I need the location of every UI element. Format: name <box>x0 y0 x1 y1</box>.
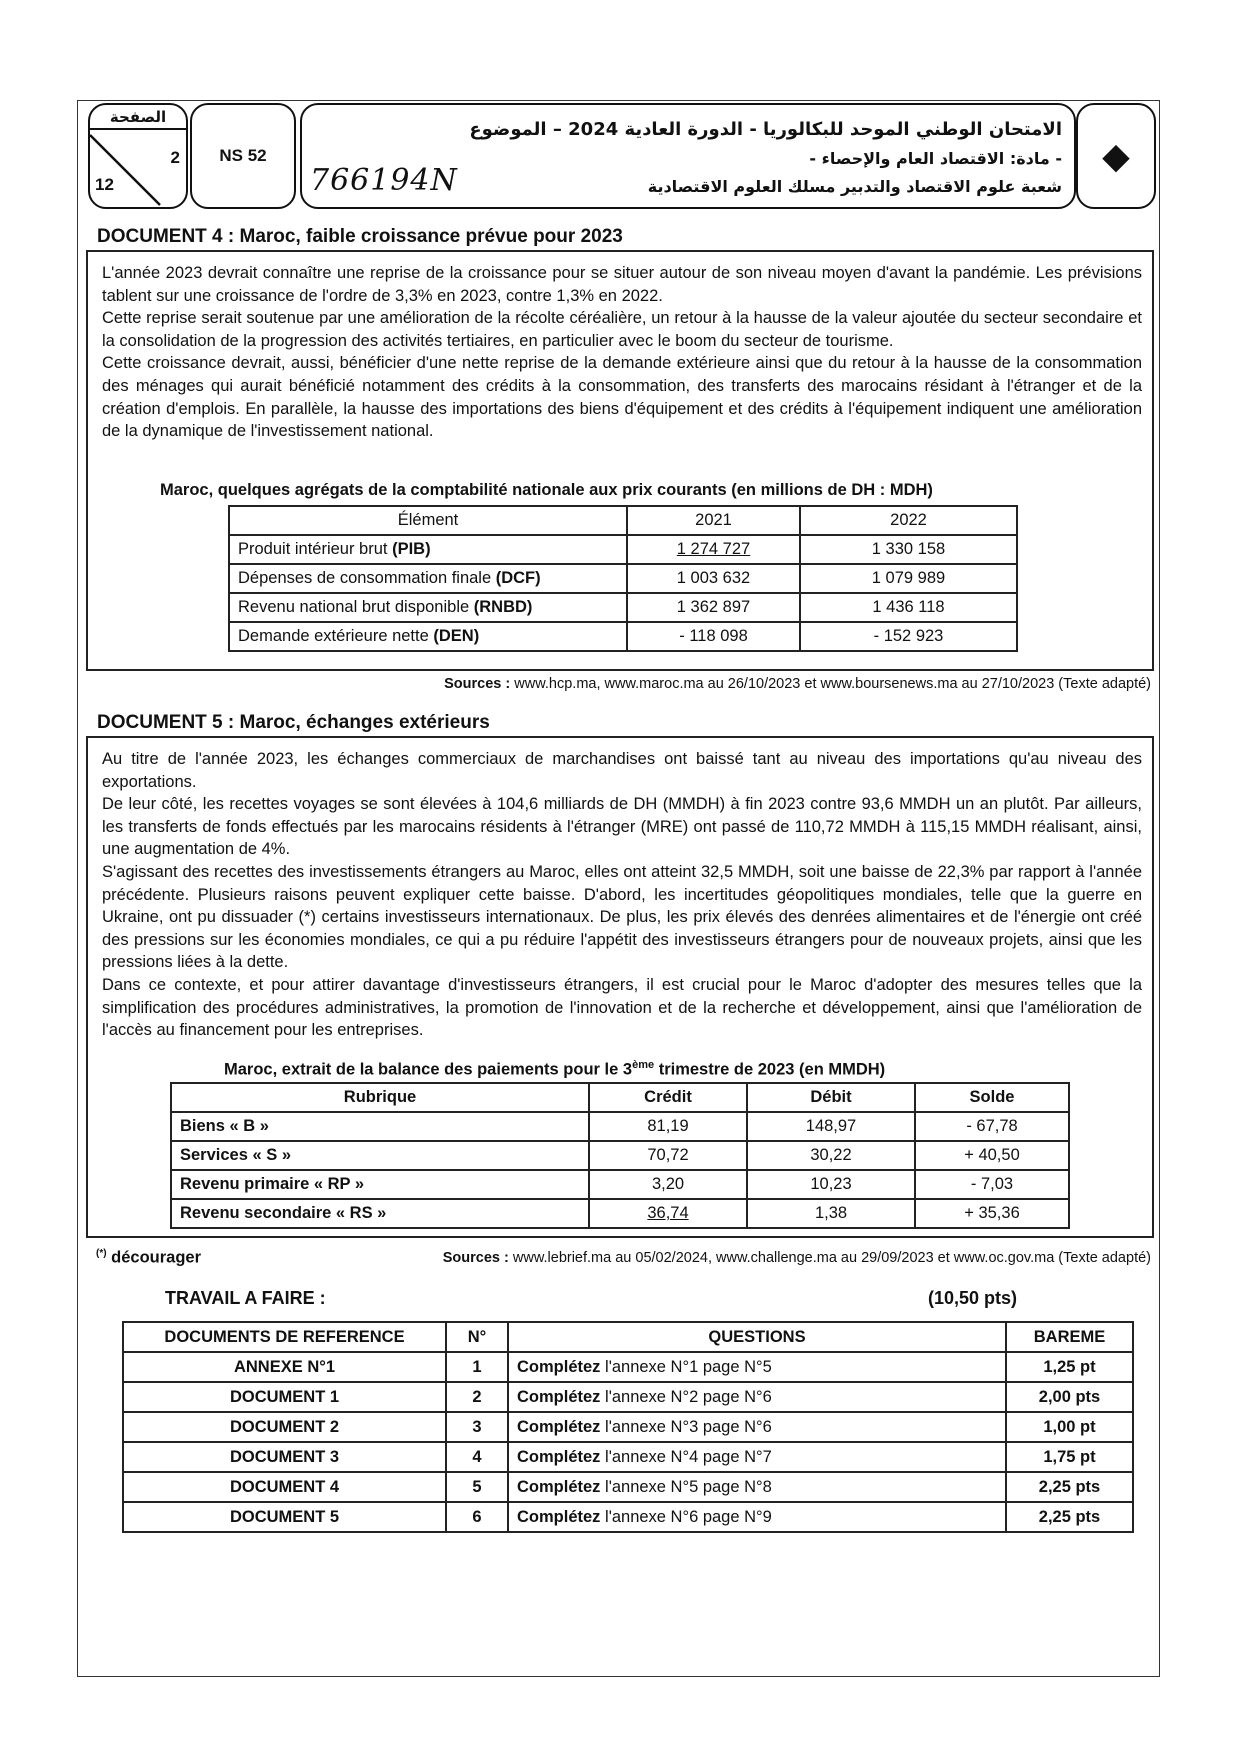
cell-2022: 1 330 158 <box>800 535 1017 564</box>
cell-debit: 1,38 <box>747 1199 915 1228</box>
cell-solde: - 67,78 <box>915 1112 1069 1141</box>
travail-title: TRAVAIL A FAIRE : <box>165 1288 326 1308</box>
doc5-source: Sources : www.lebrief.ma au 05/02/2024, www.challenge.ma au 29/09/2023 et www.oc.gov.ma (Texte adapté) <box>442 1250 1151 1266</box>
row-label: Produit intérieur brut (PIB) <box>229 535 627 564</box>
row-label: Services « S » <box>171 1141 589 1170</box>
cell-2021: - 118 098 <box>627 622 800 651</box>
doc4-text <box>102 262 1142 443</box>
ref-doc: ANNEXE N°1 <box>123 1352 446 1382</box>
ref-doc: DOCUMENT 3 <box>123 1442 446 1472</box>
col-header: DOCUMENTS DE REFERENCE <box>123 1322 446 1352</box>
page-total: 12 <box>95 175 114 194</box>
handwritten-code: 766194N <box>310 163 458 198</box>
col-header: Débit <box>747 1083 915 1112</box>
doc4-source: Sources : www.hcp.ma, www.maroc.ma au 26/10/2023 et www.boursenews.ma au 27/10/2023 (Texte adapté) <box>444 676 1151 692</box>
row-label: Revenu national brut disponible (RNBD) <box>229 593 627 622</box>
ref-doc: DOCUMENT 5 <box>123 1502 446 1532</box>
doc5-text <box>102 748 1142 1042</box>
bareme: 2,00 pts <box>1006 1382 1133 1412</box>
exam-track-line: شعبة علوم الاقتصاد والتدبير مسلك العلوم الاقتصادية <box>647 177 1062 196</box>
diamond-box <box>1076 103 1156 209</box>
exam-title-line1: الامتحان الوطني الموحد للبكالوريا - الدورة العادية 2024 – الموضوع <box>469 119 1062 140</box>
table-row <box>229 593 1017 622</box>
table-row <box>123 1502 1133 1532</box>
row-label: Revenu secondaire « RS » <box>171 1199 589 1228</box>
doc5-table-title: Maroc, extrait de la balance des paiements pour le 3ème trimestre de 2023 (en MMDH) <box>224 1059 886 1079</box>
cell-2022: 1 436 118 <box>800 593 1017 622</box>
exam-title-box <box>300 103 1076 209</box>
table-row <box>171 1141 1069 1170</box>
table-row <box>171 1170 1069 1199</box>
col-header: QUESTIONS <box>508 1322 1006 1352</box>
table-row <box>229 535 1017 564</box>
table-row <box>123 1382 1133 1412</box>
question-text: Complétez l'annexe N°2 page N°6 <box>508 1382 1006 1412</box>
col-header: N° <box>446 1322 508 1352</box>
question-number: 1 <box>446 1352 508 1382</box>
cell-credit: 36,74 <box>589 1199 747 1228</box>
question-text: Complétez l'annexe N°6 page N°9 <box>508 1502 1006 1532</box>
table-header-row <box>171 1083 1069 1112</box>
ref-doc: DOCUMENT 4 <box>123 1472 446 1502</box>
doc5-paragraph: Dans ce contexte, et pour attirer davantage d'investisseurs étrangers, il est crucial pour le Maroc d'adopter des mesures telles que la simplification des procédures administratives, la promotion de l'innovation et de la recherche et développement, ainsi que l'amélioration de l'accès au financement pour les entreprises. <box>102 975 1142 1040</box>
cell-solde: + 35,36 <box>915 1199 1069 1228</box>
row-label: Dépenses de consommation finale (DCF) <box>229 564 627 593</box>
cell-2022: - 152 923 <box>800 622 1017 651</box>
table-row <box>229 564 1017 593</box>
diamond-icon: ◆ <box>1102 135 1130 176</box>
bareme: 2,25 pts <box>1006 1502 1133 1532</box>
col-header: 2022 <box>800 506 1017 535</box>
page-number-box <box>88 103 188 209</box>
page-label: الصفحة <box>90 108 186 130</box>
cell-2021: 1 274 727 <box>627 535 800 564</box>
doc5-box <box>86 736 1154 1238</box>
question-number: 6 <box>446 1502 508 1532</box>
exam-code-box <box>190 103 296 209</box>
col-header: Rubrique <box>171 1083 589 1112</box>
table-row <box>123 1352 1133 1382</box>
cell-2022: 1 079 989 <box>800 564 1017 593</box>
doc5-heading: DOCUMENT 5 : Maroc, échanges extérieurs <box>97 712 490 733</box>
bareme: 1,75 pt <box>1006 1442 1133 1472</box>
doc5-paragraph: Au titre de l'année 2023, les échanges commerciaux de marchandises ont baissé tant au niveau des importations qu'au niveau des exportations. <box>102 750 1142 791</box>
bareme: 2,25 pts <box>1006 1472 1133 1502</box>
row-label: Biens « B » <box>171 1112 589 1141</box>
doc4-paragraph: Cette croissance devrait, aussi, bénéficier d'une nette reprise de la demande extérieure ainsi que du retour à la hausse de la consommation des ménages qui aurait bénéficié notamment des crédits à la consommation, des transferts des marocains résidant à l'étranger et de la création d'emplois. En parallèle, la hausse des importations des biens d'équipement et des crédits à l'équipement indiquent une amélioration de la dynamique de l'investissement national. <box>102 354 1142 441</box>
cell-solde: + 40,50 <box>915 1141 1069 1170</box>
cell-debit: 30,22 <box>747 1141 915 1170</box>
table-row <box>171 1199 1069 1228</box>
cell-2021: 1 003 632 <box>627 564 800 593</box>
doc4-paragraph: L'année 2023 devrait connaître une reprise de la croissance pour se situer autour de son niveau moyen d'avant la pandémie. Les prévisions tablent sur une croissance de l'ordre de 3,3% en 2023, contre 1,3% en 2022. <box>102 264 1142 305</box>
table-row <box>123 1412 1133 1442</box>
cell-solde: - 7,03 <box>915 1170 1069 1199</box>
question-number: 3 <box>446 1412 508 1442</box>
col-header: 2021 <box>627 506 800 535</box>
doc4-paragraph: Cette reprise serait soutenue par une amélioration de la récolte céréalière, un retour à la hausse de la valeur ajoutée du secteur secondaire et la consolidation de la progression des activités tertiaires, en particulier avec le boom du secteur de tourisme. <box>102 309 1142 350</box>
table-header-row <box>123 1322 1133 1352</box>
ref-doc: DOCUMENT 2 <box>123 1412 446 1442</box>
table-header-row <box>229 506 1017 535</box>
row-label: Revenu primaire « RP » <box>171 1170 589 1199</box>
doc5-footnote: (*) décourager <box>96 1248 202 1267</box>
col-header: Crédit <box>589 1083 747 1112</box>
doc4-table <box>228 505 1018 652</box>
cell-credit: 81,19 <box>589 1112 747 1141</box>
bareme: 1,25 pt <box>1006 1352 1133 1382</box>
table-row <box>123 1442 1133 1472</box>
doc5-paragraph: De leur côté, les recettes voyages se sont élevées à 104,6 milliards de DH (MMDH) à fin 2023 contre 93,6 MMDH un an plutôt. Par ailleurs, les transferts de fonds effectués par les marocains résidents à l'étranger (MRE) ont passé de 110,72 MMDH à 115,15 MMDH réalisant, ainsi, une augmentation de 4%. <box>102 795 1142 859</box>
travail-table <box>122 1321 1134 1533</box>
cell-credit: 70,72 <box>589 1141 747 1170</box>
doc4-box <box>86 250 1154 671</box>
row-label: Demande extérieure nette (DEN) <box>229 622 627 651</box>
col-header: Élément <box>229 506 627 535</box>
question-text: Complétez l'annexe N°5 page N°8 <box>508 1472 1006 1502</box>
cell-credit: 3,20 <box>589 1170 747 1199</box>
doc5-paragraph: S'agissant des recettes des investissements étrangers au Maroc, elles ont atteint 32,5 MMDH, soit une baisse de 22,3% par rapport à l'année précédente. Plusieurs raisons peuvent expliquer cette baisse. D'abord, les incertitudes géopolitiques mondiales, telle que la guerre en Ukraine, ont pu dissuader (*) certains investisseurs internationaux. De plus, les prix élevés des denrées alimentaires et de l'énergie ont créé des pressions sur les économies mondiales, ce qui a pu réduire l'appétit des investisseurs étrangers pour de nouveaux projets, ainsi que les pressions liées à la dette. <box>102 862 1142 972</box>
exam-code: NS 52 <box>219 146 267 165</box>
cell-2021: 1 362 897 <box>627 593 800 622</box>
question-text: Complétez l'annexe N°4 page N°7 <box>508 1442 1006 1472</box>
doc5-table <box>170 1082 1070 1229</box>
table-row <box>229 622 1017 651</box>
cell-debit: 10,23 <box>747 1170 915 1199</box>
exam-subject-line: - مادة: الاقتصاد العام والإحصاء - <box>809 149 1062 168</box>
question-text: Complétez l'annexe N°1 page N°5 <box>508 1352 1006 1382</box>
travail-points: (10,50 pts) <box>928 1288 1018 1308</box>
question-text: Complétez l'annexe N°3 page N°6 <box>508 1412 1006 1442</box>
col-header: Solde <box>915 1083 1069 1112</box>
ref-doc: DOCUMENT 1 <box>123 1382 446 1412</box>
bareme: 1,00 pt <box>1006 1412 1133 1442</box>
table-row <box>123 1472 1133 1502</box>
question-number: 4 <box>446 1442 508 1472</box>
question-number: 2 <box>446 1382 508 1412</box>
doc4-table-title: Maroc, quelques agrégats de la comptabilité nationale aux prix courants (en millions de DH : MDH) <box>160 481 933 499</box>
cell-debit: 148,97 <box>747 1112 915 1141</box>
table-row <box>171 1112 1069 1141</box>
question-number: 5 <box>446 1472 508 1502</box>
col-header: BAREME <box>1006 1322 1133 1352</box>
page-number: 2 <box>170 148 180 167</box>
doc4-heading: DOCUMENT 4 : Maroc, faible croissance prévue pour 2023 <box>97 226 623 247</box>
